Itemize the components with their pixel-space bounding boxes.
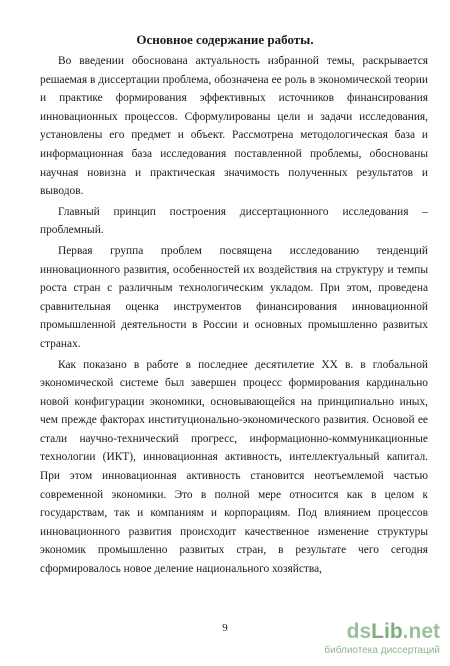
watermark-subtitle: библиотека диссертаций — [324, 645, 440, 656]
paragraph-introduction: Во введении обоснована актуальность избранной темы, раскрывается решаемая в диссертации проблема, обозначена ее роль в экономической теории и практике формирования эффективных источников финансирования инновационных процессов. Сформулированы цели и задачи исследования, установлены его предмет и объект. Рассмотрена методологическая база и информационная база исследования поставленной проблемы, обоснованы научная новизна и практическая значимость полученных результатов и выводов. — [40, 55, 428, 198]
page-number: 9 — [222, 622, 228, 634]
paragraph-first-group: Первая группа проблем посвящена исследованию тенденций инновационного развития, особенностей их воздействия на структуру и темпы роста стран с различным технологическим укладом. При этом, проведена сравнительная оценка инструментов финансирования инновационной промышленной деятельности в России и основных промышленно развитых странах. — [40, 244, 428, 350]
paragraph-global-economy: Как показано в работе в последнее десятилетие XX в. в глобальной экономической системе был завершен процесс формирования кардинально новой конфигурации экономики, основывающейся на принципиально иных, чем прежде факторах институционально-экономического развития. Основой ее стали научно-технический прогресс, информационно-коммуникационные технологии (ИКТ), инновационная активность, интеллектуальный капитал. При этом инновационная активность становится неотъемлемой частью современной экономики. Это в полной мере относится как в целом к государствам, так и компаниям и корпорациям. Под влиянием процессов инновационного развития происходит качественное изменение структуры экономик промышленно развитых стран, в результате чего сегодня сформировалось новое деление национального хозяйства, — [40, 358, 428, 576]
watermark-wordmark — [347, 620, 440, 644]
paragraph-principle: Главный принцип построения диссертационного исследования – проблемный. — [40, 205, 428, 237]
watermark-lib: Lib — [371, 620, 403, 643]
body-text — [40, 52, 428, 579]
dslib-watermark-logo — [294, 620, 444, 662]
page-heading: Основное содержание работы. — [136, 32, 314, 47]
watermark-ds: ds — [346, 620, 372, 643]
watermark-net: .net — [402, 620, 440, 643]
